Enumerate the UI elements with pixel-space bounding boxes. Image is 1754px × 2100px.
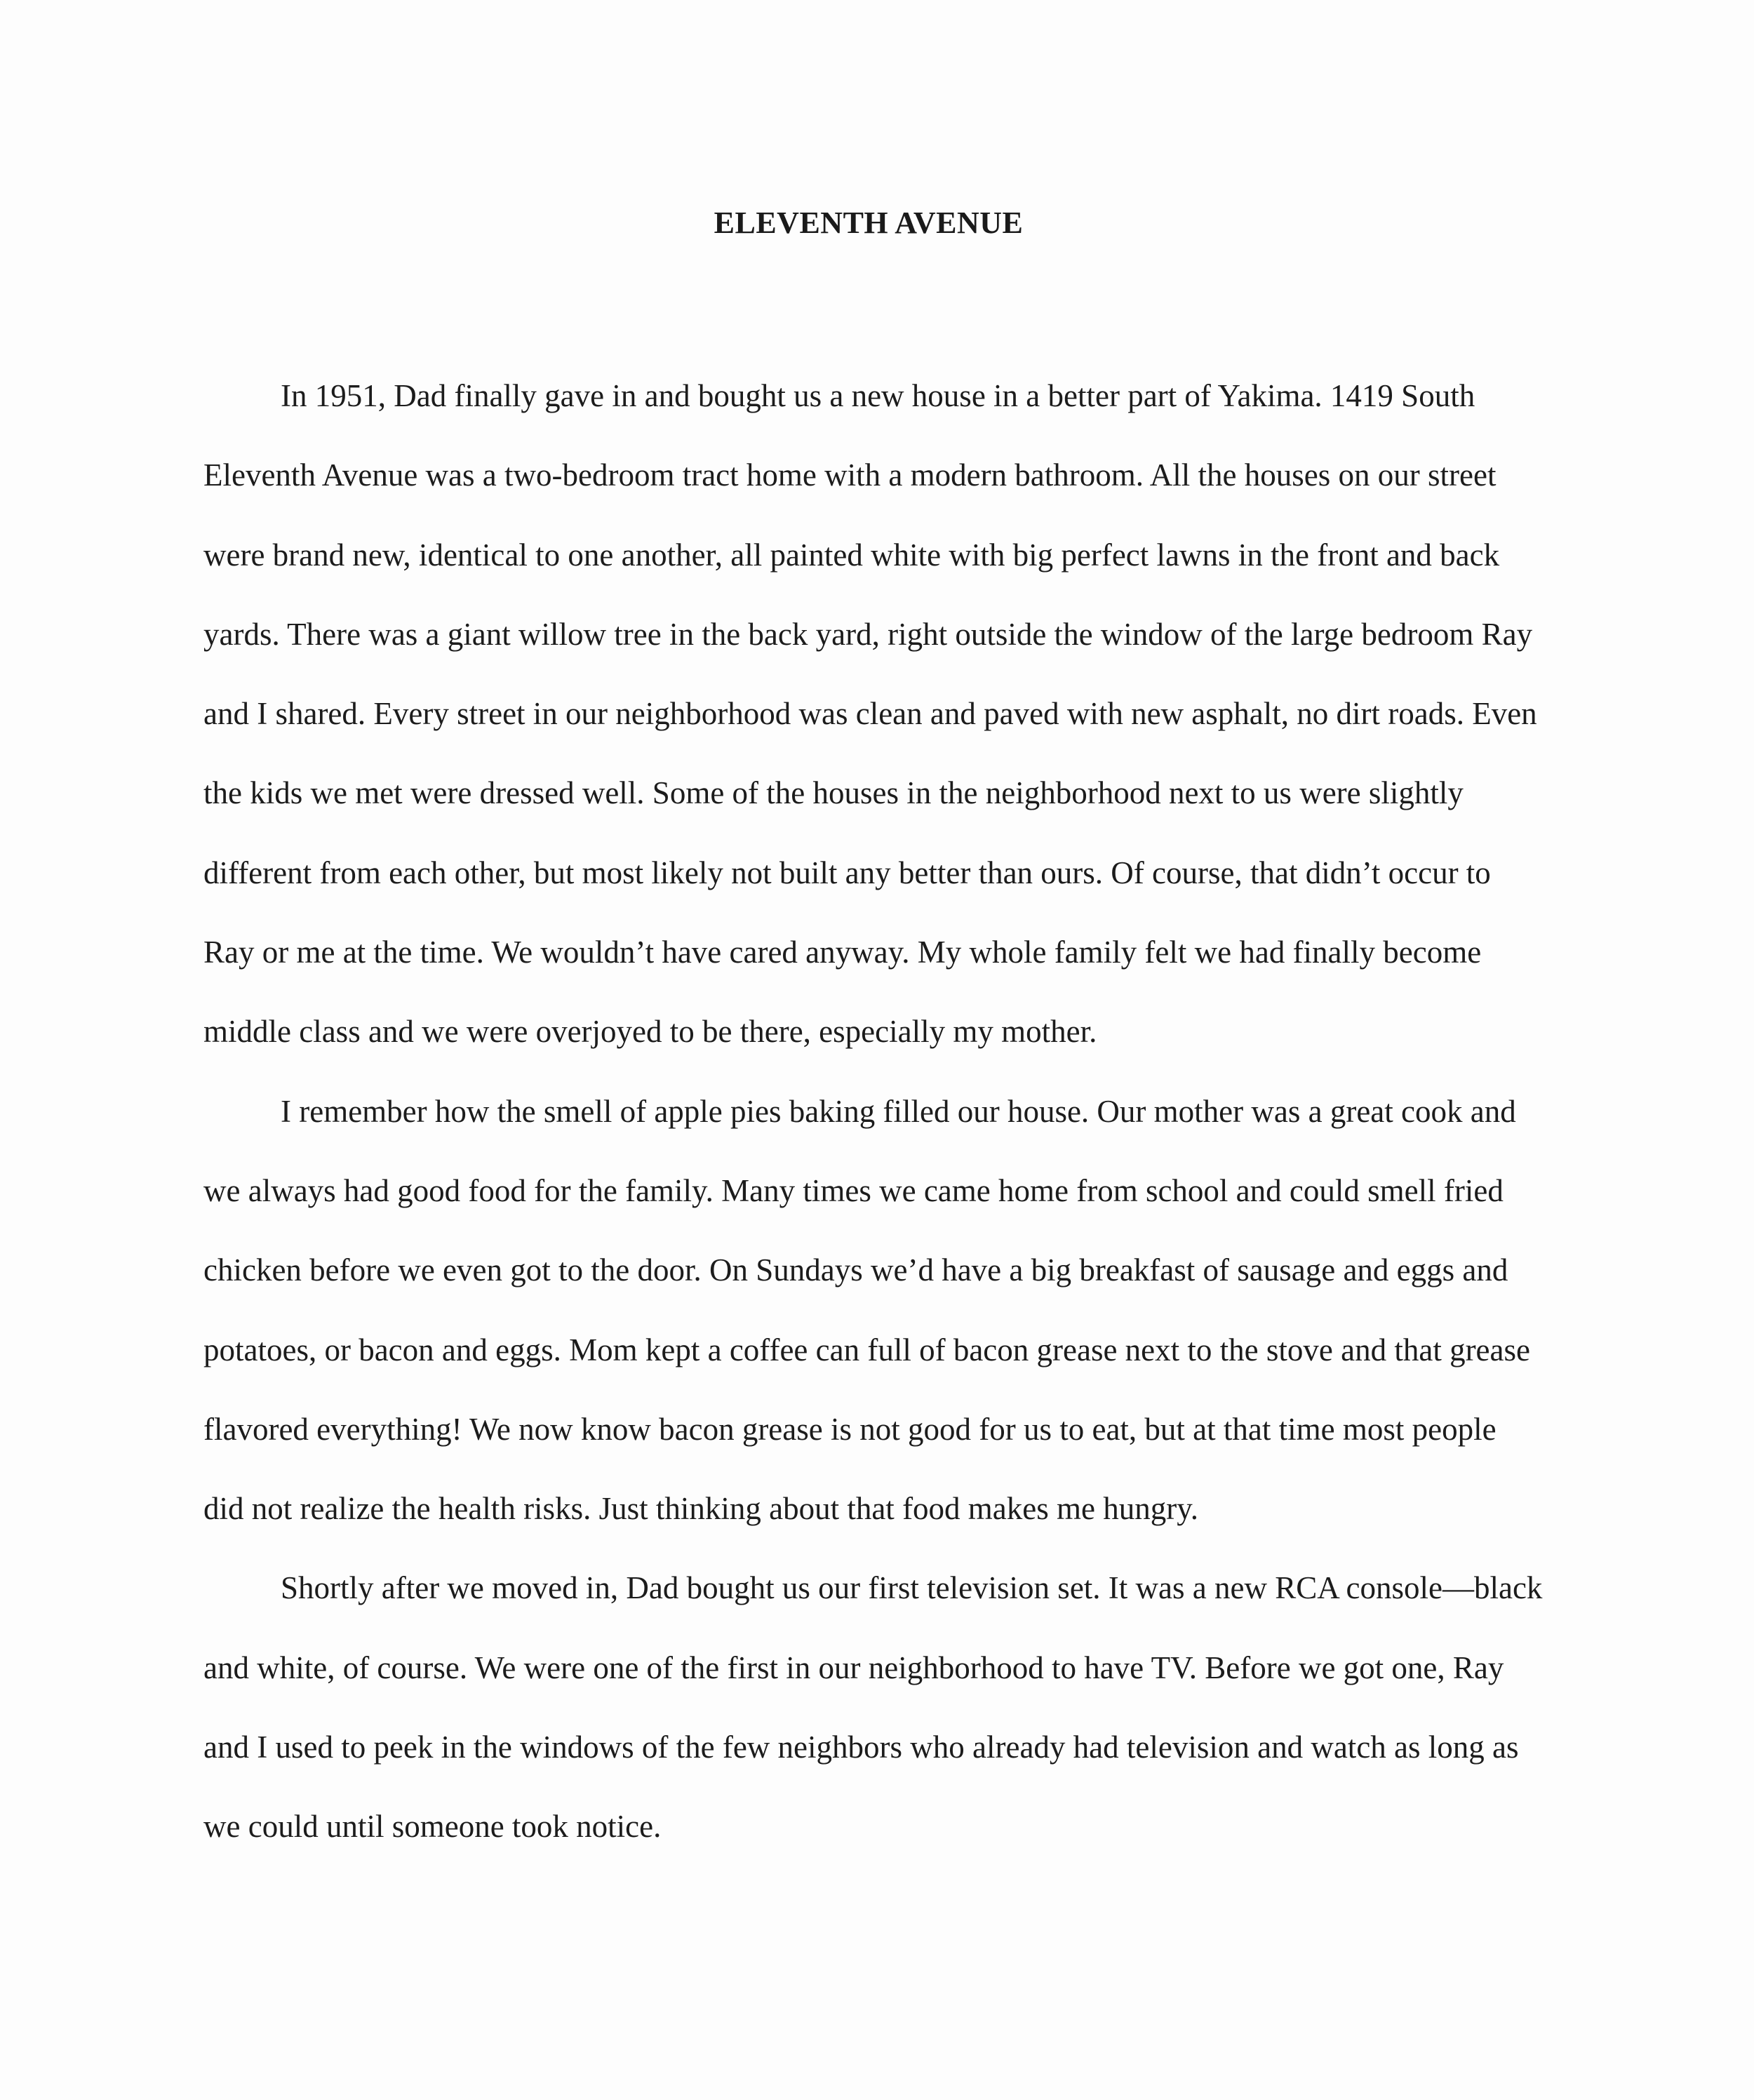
page-title: ELEVENTH AVENUE xyxy=(714,206,1024,240)
paragraph-1: In 1951, Dad finally gave in and bought us a new house in a better part of Yakima. 1419 South Eleventh Avenue was a two-bedroom tract home with a modern bathroom. All the houses on our street were brand new, identical to one another, all painted white with big perfect lawns in the front and back yards. There was a giant willow tree in the back yard, right outside the window of the large bedroom Ray and I shared. Every street in our neighborhood was clean and paved with new asphalt, no dirt roads. Even the kids we met were dressed well. Some of the houses in the neighborhood next to us were slightly different from each other, but most likely not built any better than ours. Of course, that didn’t occur to Ray or me at the time. We wouldn’t have cared anyway. My whole family felt we had finally become middle class and we were overjoyed to be there, especially my mother. xyxy=(203,378,1537,1050)
body-text xyxy=(203,356,1544,1867)
paragraph-2: I remember how the smell of apple pies baking filled our house. Our mother was a great cook and we always had good food for the family. Many times we came home from school and could smell fried chicken before we even got to the door. On Sundays we’d have a big breakfast of sausage and eggs and potatoes, or bacon and eggs. Mom kept a coffee can full of bacon grease next to the stove and that grease flavored everything! We now know bacon grease is not good for us to eat, but at that time most people did not realize the health risks. Just thinking about that food makes me hungry. xyxy=(203,1093,1530,1527)
paragraph-3: Shortly after we moved in, Dad bought us our first television set. It was a new RCA console—black and white, of course. We were one of the first in our neighborhood to have TV. Before we got one, Ray and I used to peek in the windows of the few neighbors who already had television and watch as long as we could until someone took notice. xyxy=(203,1570,1543,1845)
